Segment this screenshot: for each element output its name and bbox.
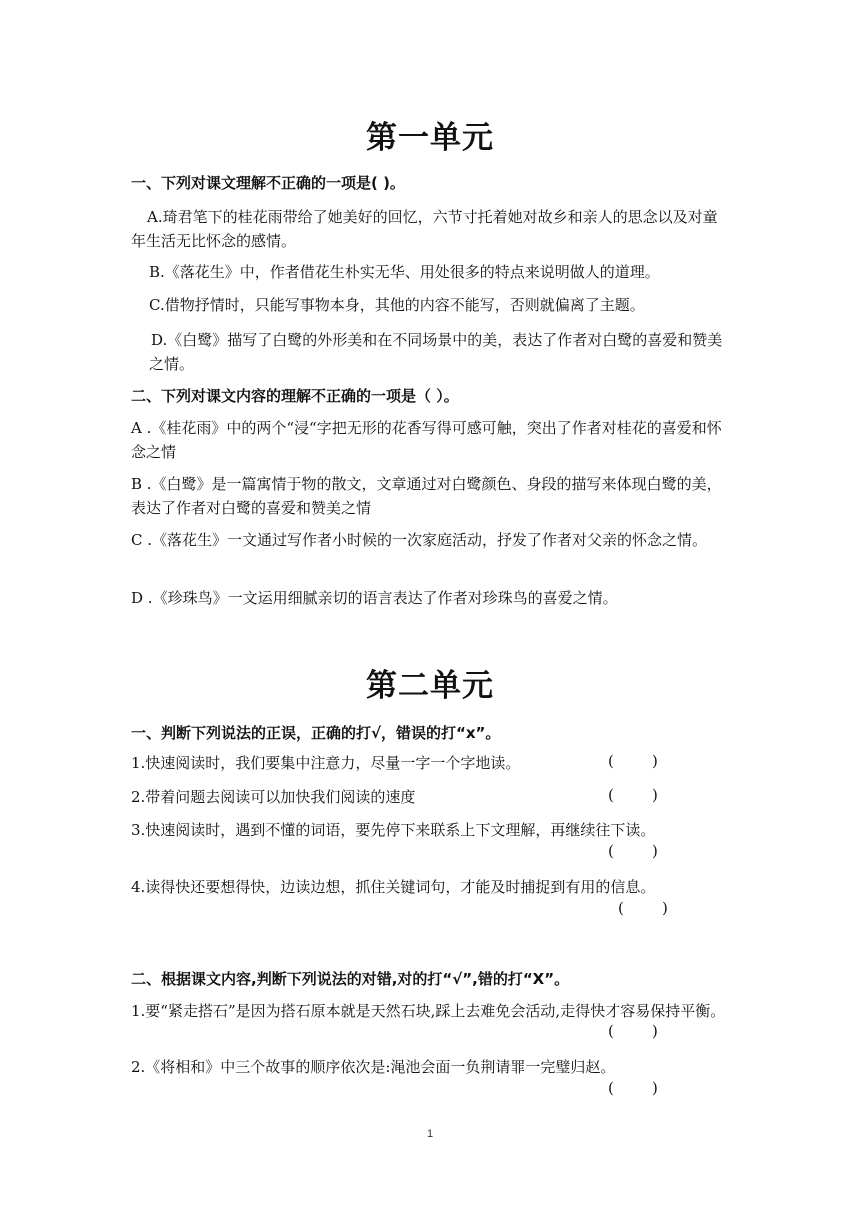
answer-blank[interactable]: ( ) xyxy=(608,842,658,860)
page-number: 1 xyxy=(426,1128,434,1140)
unit-2-q1-item-1: 1.快速阅读时，我们要集中注意力，尽量一字一个字地读。 xyxy=(131,754,521,772)
unit-2-title: 第二单元 xyxy=(366,668,494,704)
unit-2-q1-item-4: 4.读得快还要想得快，边读边想，抓住关键词句，才能及时捕捉到有用的信息。 xyxy=(131,878,656,896)
answer-blank[interactable]: ( ) xyxy=(608,1079,658,1097)
unit-1-q1-option-a: A.琦君笔下的桂花雨带给了她美好的回忆，六节寸托着她对故乡和亲人的思念以及对童年生活无比怀念的感情。 xyxy=(131,208,718,250)
unit-2-q1-heading: 一、判断下列说法的正误，正确的打√，错误的打“x”。 xyxy=(131,724,501,742)
unit-1-title: 第一单元 xyxy=(366,120,494,156)
unit-2-q1-item-3: 3.快速阅读时，遇到不懂的词语，要先停下来联系上下文理解，再继续往下读。 xyxy=(131,821,656,839)
unit-1-q1-option-b: B.《落花生》中，作者借花生朴实无华、用处很多的特点来说明做人的道理。 xyxy=(149,263,660,281)
unit-1-q2-heading: 二、下列对课文内容的理解不正确的一项是（ ）。 xyxy=(131,387,459,405)
unit-2-q1-item-2: 2.带着问题去阅读可以加快我们阅读的速度 xyxy=(131,788,416,806)
answer-blank[interactable]: ( ) xyxy=(608,1022,658,1040)
answer-blank[interactable]: ( ) xyxy=(618,899,668,917)
unit-1-q1-option-c: C.借物抒情时，只能写事物本身，其他的内容不能写，否则就偏离了主题。 xyxy=(149,296,645,314)
unit-1-q1-option-d: D.《白鹭》描写了白鹭的外形美和在不同场景中的美，表达了作者对白鹭的喜爱和赞美之情。 xyxy=(149,331,723,373)
answer-blank[interactable]: ( ) xyxy=(608,786,658,804)
unit-2-q2-item-1: 1.要“紧走搭石”是因为搭石原本就是天然石块,踩上去难免会活动,走得快才容易保持平衡。 xyxy=(131,1002,726,1020)
unit-2-q2-item-2: 2.《将相和》中三个故事的顺序依次是:渑池会面一负荆请罪一完璧归赵。 xyxy=(131,1058,616,1076)
unit-2-q2-heading: 二、根据课文内容,判断下列说法的对错,对的打“√”,错的打“X”。 xyxy=(131,970,570,988)
unit-1-q2-option-b: B .《白鹭》是一篇寓情于物的散文，文章通过对白鹭颜色、身段的描写来体现白鹭的美，表达了作者对白鹭的喜爱和赞美之情 xyxy=(131,475,722,517)
unit-1-q1-heading: 一、下列对课文理解不正确的一项是( )。 xyxy=(131,174,405,192)
unit-1-q2-option-d: D .《珍珠鸟》一文运用细腻亲切的语言表达了作者对珍珠鸟的喜爱之情。 xyxy=(131,589,618,607)
unit-1-q2-option-c: C .《落花生》一文通过写作者小时候的一次家庭活动，抒发了作者对父亲的怀念之情。 xyxy=(131,531,708,549)
answer-blank[interactable]: ( ) xyxy=(608,752,658,770)
unit-1-q2-option-a: A .《桂花雨》中的两个“浸“字把无形的花香写得可感可触，突出了作者对桂花的喜爱和怀念之情 xyxy=(131,419,722,461)
